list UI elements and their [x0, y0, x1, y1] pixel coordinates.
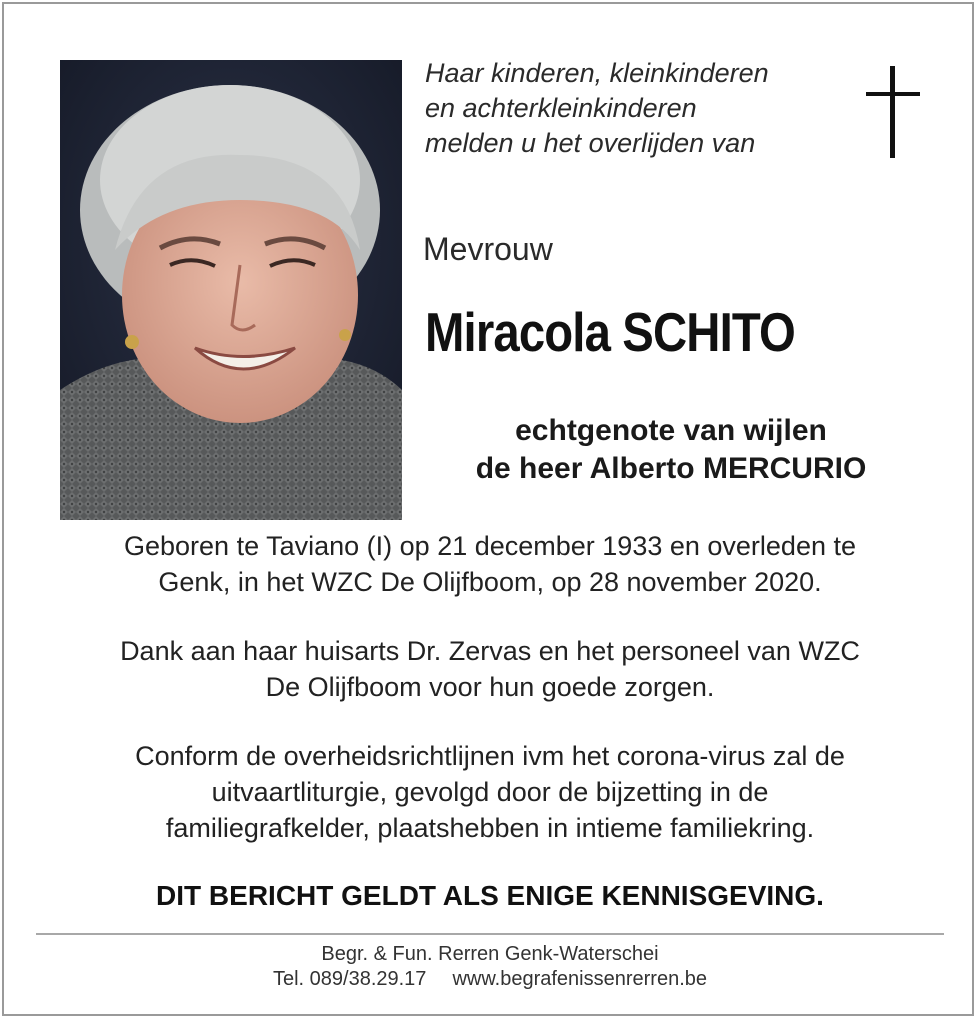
ceremony-line-2: uitvaartliturgie, gevolgd door de bijzetting in de: [211, 777, 769, 807]
ceremony-paragraph: [40, 738, 940, 846]
spouse-line-1: echtgenote van wijlen: [515, 414, 827, 447]
footer-divider: [36, 933, 944, 935]
ceremony-line-1: Conform de overheidsrichtlijnen ivm het corona-virus zal de: [135, 741, 845, 771]
ceremony-line-3: familiegrafkelder, plaatshebben in intieme familiekring.: [165, 813, 815, 843]
thanks-paragraph: [40, 633, 940, 705]
birth-line-2: Genk, in het WZC De Olijfboom, op 28 november 2020.: [158, 567, 822, 597]
portrait-photo: [60, 60, 402, 520]
spouse-line-2: de heer Alberto MERCURIO: [475, 452, 867, 485]
official-notice: DIT BERICHT GELDT ALS ENIGE KENNISGEVING.: [156, 880, 824, 911]
deceased-name: Miracola SCHITO: [425, 301, 795, 363]
cross-icon: [866, 66, 920, 158]
funeral-home-phone: Tel. 089/38.29.17: [272, 968, 427, 990]
salutation: Mevrouw: [423, 231, 553, 267]
funeral-home-name: Begr. & Fun. Rerren Genk-Waterschei: [321, 943, 659, 965]
thanks-line-1: Dank aan haar huisarts Dr. Zervas en het personeel van WZC: [120, 636, 860, 666]
birth-line-1: Geboren te Taviano (I) op 21 december 1933 en overleden te: [124, 531, 856, 561]
birth-death-paragraph: [40, 528, 940, 600]
spouse-block: [400, 412, 942, 488]
announcement-intro: [425, 56, 845, 161]
intro-line-1: Haar kinderen, kleinkinderen: [425, 58, 769, 88]
funeral-home-website[interactable]: www.begrafenissenrerren.be: [452, 968, 708, 990]
intro-line-2: en achterkleinkinderen: [425, 93, 697, 123]
funeral-home-footer: [40, 942, 940, 992]
intro-line-3: melden u het overlijden van: [425, 128, 756, 158]
thanks-line-2: De Olijfboom voor hun goede zorgen.: [265, 672, 715, 702]
portrait-illustration: [60, 60, 402, 520]
